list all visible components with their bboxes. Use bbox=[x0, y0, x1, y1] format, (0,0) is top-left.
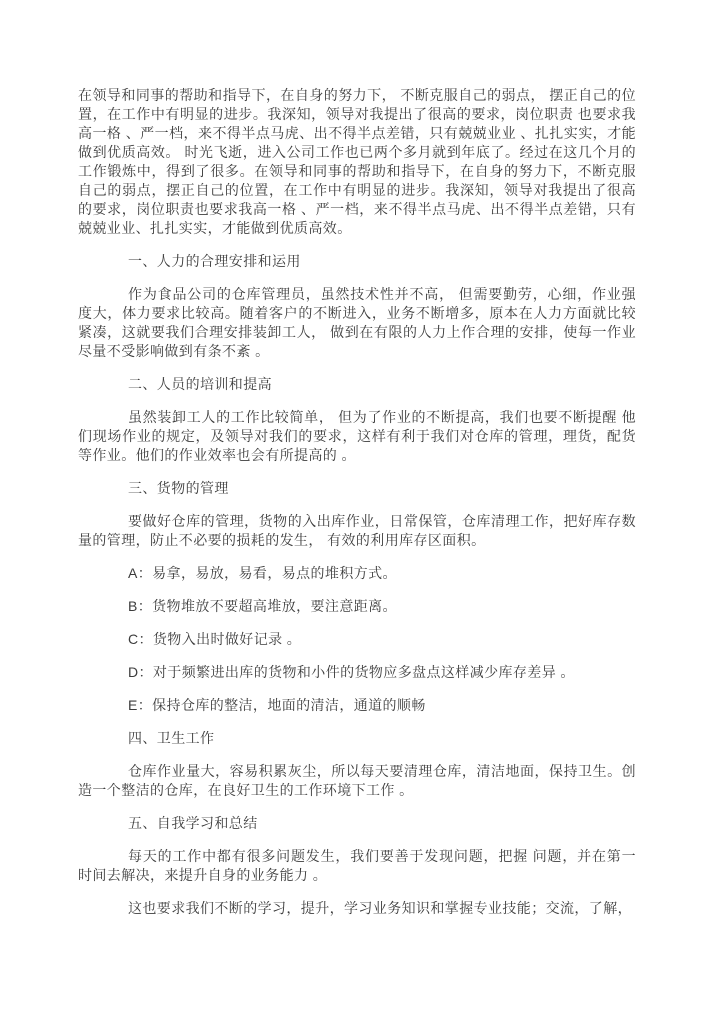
paragraph: 作为食品公司的仓库管理员，虽然技术性并不高， 但需要勤劳，心细，作业强度大，体力要求比较高。随着客户的不断进入，业务不断增多，原本在人力方面就比较紧凑，这就要我们合理安排装卸工人， 做到在有限的人力上作合理的安排，使每一作业尽量不受影响做到有条不紊 。 bbox=[78, 286, 636, 359]
section-heading-1: 一、人力的合理安排和运用 bbox=[128, 253, 301, 269]
section-heading-2: 二、人员的培训和提高 bbox=[128, 376, 272, 392]
section-heading-3: 三、货物的管理 bbox=[128, 480, 229, 496]
paragraph: 每天的工作中都有很多问题发生，我们要善于发现问题，把握 问题，并在第一时间去解决，来提升自身的业务能力 。 bbox=[78, 848, 636, 883]
paragraph: 要做好仓库的管理，货物的入出库作业，日常保管，仓库清理工作，把好库存数量的管理，防止不必要的损耗的发生， 有效的利用库存区面积。 bbox=[78, 513, 636, 548]
document-body bbox=[78, 86, 636, 918]
paragraph: 虽然装卸工人的工作比较简单， 但为了作业的不断提高，我们也要不断提醒 他们现场作业的规定，及领导对我们的要求，这样有利于我们对仓库的管理，理货，配货等作业。他们的作业效率也会有所提高的 。 bbox=[78, 409, 636, 463]
paragraph-last: 这也要求我们不断的学习，提升，学习业务知识和掌握专业技能；交流，了解， bbox=[128, 900, 632, 916]
list-item-b: B：货物堆放不要超高堆放，要注意距离。 bbox=[128, 598, 397, 614]
section-heading-5: 五、自我学习和总结 bbox=[128, 815, 258, 831]
paragraph: 仓库作业量大，容易积累灰尘，所以每天要清理仓库，清洁地面，保持卫生。创造一个整洁的仓库，在良好卫生的工作环境下工作 。 bbox=[78, 763, 636, 798]
list-item-d: D：对于频繁进出库的货物和小件的货物应多盘点这样减少库存差异 。 bbox=[128, 664, 575, 680]
list-item-c: C：货物入出时做好记录 。 bbox=[128, 631, 302, 647]
list-item-a: A：易拿，易放，易看，易点的堆积方式。 bbox=[128, 565, 397, 581]
paragraph-intro: 在领导和同事的帮助和指导下，在自身的努力下， 不断克服自己的弱点， 摆正自己的位置，在工作中有明显的进步。我深知，领导对我提出了很高的要求，岗位职责 也要求我高一格 、严一档，来不得半点马虎、出不得半点差错，只有兢兢业业 、扎扎实实，才能做到优质高效。 时光飞逝，进入公司工作也已两个多月就到年底了。经过在这几个月的工作锻炼中，得到了很多。在领导和同事的帮助和指导下，在自身的努力下，不断克服自己的弱点，摆正自己的位置，在工作中有明显的进步。我深知，领导对我提出了很高的要求，岗位职责也要求我高一格 、严一档，来不得半点马虎、出不得半点差错，只有兢兢业业、扎扎实实，才能做到优质高效。 bbox=[78, 87, 636, 236]
list-item-e: E：保持仓库的整洁，地面的清洁，通道的顺畅 bbox=[128, 697, 426, 713]
section-heading-4: 四、卫生工作 bbox=[128, 730, 215, 746]
